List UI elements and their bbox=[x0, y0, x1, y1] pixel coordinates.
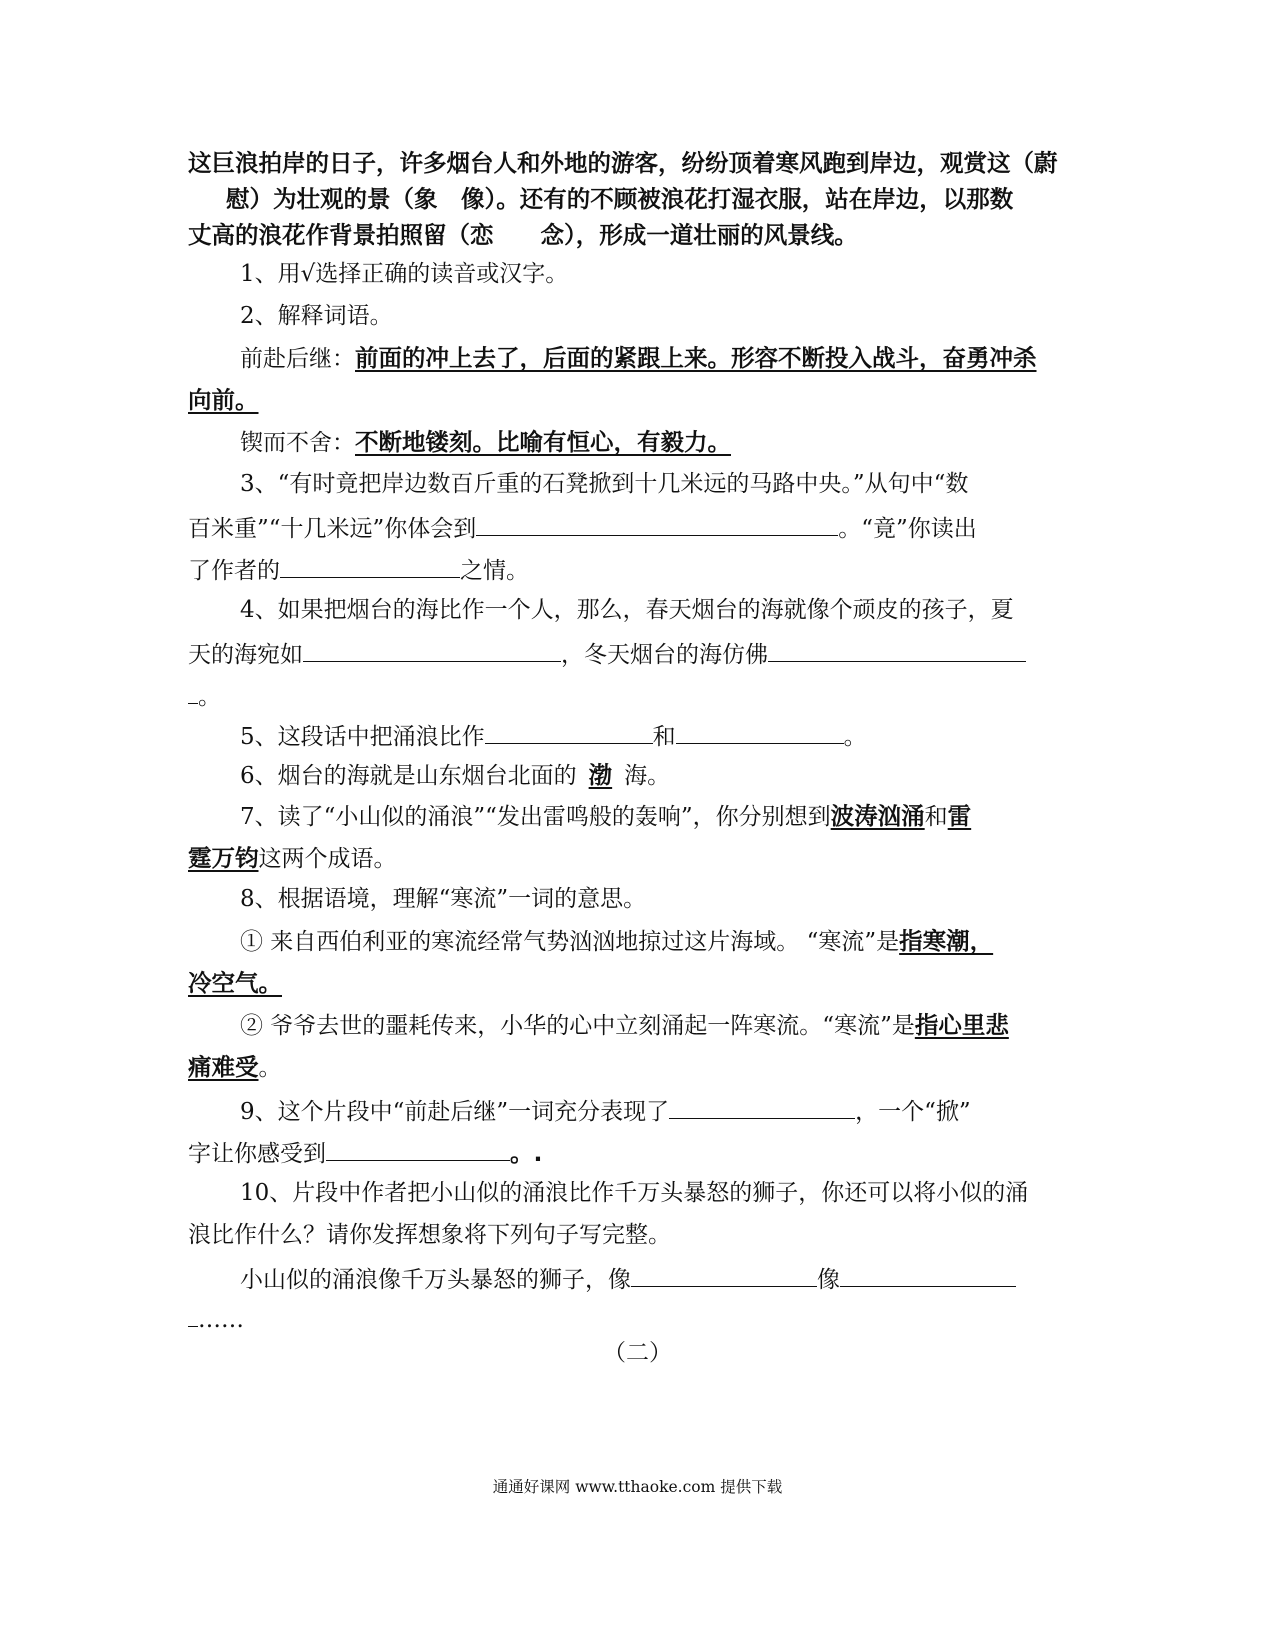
question-4-line-2 bbox=[188, 637, 1088, 670]
q6-answer: 渤 bbox=[588, 761, 613, 789]
question-2a bbox=[240, 343, 1140, 374]
question-4-line-1: 4、如果把烟台的海比作一个人，那么，春天烟台的海就像个顽皮的孩子，夏 bbox=[240, 597, 1014, 623]
question-2a-cont bbox=[188, 385, 1088, 416]
q4-text-a: 天的海宛如 bbox=[188, 642, 303, 668]
q4-blank-2[interactable] bbox=[768, 637, 1026, 662]
question-5 bbox=[240, 719, 1140, 752]
question-4-line-3 bbox=[188, 679, 1088, 712]
q7-text-a: 7、读了“小山似的涌浪”“发出雷鸣般的轰响”，你分别想到 bbox=[240, 804, 831, 830]
q9-text-b: ，一个“掀” bbox=[855, 1099, 971, 1125]
q8b-answer-1: 指心里悲 bbox=[914, 1011, 1009, 1039]
question-8b bbox=[240, 1010, 1140, 1041]
q10-blank-1[interactable] bbox=[631, 1262, 817, 1287]
passage-line-2: 慰）为壮观的景（象 像）。还有的不顾被浪花打湿衣服，站在岸边，以那数 bbox=[226, 185, 1014, 213]
question-8a bbox=[240, 926, 1140, 957]
q10-text-a: 小山似的涌浪像千万头暴怒的狮子，像 bbox=[240, 1267, 631, 1293]
q3-text-d: 之情。 bbox=[460, 558, 529, 584]
question-2b bbox=[240, 427, 1140, 458]
question-3-line-2 bbox=[188, 511, 1088, 544]
question-7-line-2 bbox=[188, 843, 1088, 874]
q4-text-b: ，冬天烟台的海仿佛 bbox=[561, 642, 768, 668]
question-6 bbox=[240, 760, 1140, 791]
q10-text-b: 像 bbox=[817, 1267, 840, 1293]
q4-blank-2-cont[interactable] bbox=[188, 679, 198, 704]
q10-ellipsis: …… bbox=[198, 1307, 244, 1333]
q7-answer-2b: 霆万钧 bbox=[188, 844, 259, 872]
q6-text-a: 6、烟台的海就是山东烟台北面的 bbox=[240, 763, 577, 789]
q3-blank-2[interactable] bbox=[280, 553, 460, 578]
q2b-label: 锲而不舍： bbox=[240, 430, 355, 456]
q8a-text: ① 来自西伯利亚的寒流经常气势汹汹地掠过这片海域。 “寒流”是 bbox=[240, 929, 900, 955]
q8a-answer-2: 冷空气。 bbox=[188, 969, 282, 997]
question-8a-cont bbox=[188, 968, 1088, 999]
q8b-end: 。 bbox=[258, 1055, 282, 1081]
q9-text-d: 。. bbox=[510, 1139, 543, 1167]
q2a-label: 前赴后继： bbox=[240, 346, 355, 372]
question-10-line-2: 浪比作什么？请你发挥想象将下列句子写完整。 bbox=[188, 1222, 671, 1248]
q3-text-b: 。“竟”你读出 bbox=[838, 516, 977, 542]
q2a-answer-cont: 向前。 bbox=[188, 386, 259, 414]
question-1: 1、用√选择正确的读音或汉字。 bbox=[240, 261, 569, 287]
q8a-answer-1: 指寒潮， bbox=[899, 927, 994, 955]
question-3-line-1: 3、“有时竟把岸边数百斤重的石凳掀到十几米远的马路中央。”从句中“数 bbox=[240, 471, 969, 497]
page-footer: 通通好课网 www.tthaoke.com 提供下载 bbox=[492, 1478, 783, 1496]
passage-line-3: 丈高的浪花作背景拍照留（恋 念），形成一道壮丽的风景线。 bbox=[188, 221, 858, 249]
q9-blank-1[interactable] bbox=[669, 1094, 855, 1119]
question-3-line-3 bbox=[188, 553, 1088, 586]
q5-text-a: 5、这段话中把涌浪比作 bbox=[240, 724, 485, 750]
q7-text-c: 这两个成语。 bbox=[258, 846, 397, 872]
q9-text-c: 字让你感受到 bbox=[188, 1141, 326, 1167]
q4-blank-1[interactable] bbox=[303, 637, 561, 662]
q7-answer-2a: 雷 bbox=[947, 802, 972, 830]
q7-text-b: 和 bbox=[924, 804, 948, 830]
q7-answer-1: 波涛汹涌 bbox=[830, 802, 925, 830]
q3-text-a: 百米重”“十几米远”你体会到 bbox=[188, 516, 477, 542]
question-9-line-2 bbox=[188, 1136, 1088, 1169]
question-10-line-3 bbox=[240, 1262, 1140, 1295]
section-heading: （二） bbox=[603, 1340, 672, 1366]
question-2: 2、解释词语。 bbox=[240, 303, 393, 329]
q5-blank-2[interactable] bbox=[676, 719, 844, 744]
q8b-answer-2: 痛难受 bbox=[188, 1053, 259, 1081]
q2b-answer: 不断地镂刻。比喻有恒心，有毅力。 bbox=[355, 428, 731, 456]
q10-blank-2-cont[interactable] bbox=[188, 1302, 198, 1327]
question-7-line-1 bbox=[240, 801, 1140, 832]
q2a-answer: 前面的冲上去了，后面的紧跟上来。形容不断投入战斗，奋勇冲杀 bbox=[355, 344, 1037, 372]
question-10-line-4 bbox=[188, 1302, 1088, 1335]
question-8: 8、根据语境，理解“寒流”一词的意思。 bbox=[240, 886, 647, 912]
q10-blank-2[interactable] bbox=[840, 1262, 1016, 1287]
passage-line-1: 这巨浪拍岸的日子，许多烟台人和外地的游客，纷纷顶着寒风跑到岸边，观赏这（蔚 bbox=[188, 149, 1058, 177]
q6-text-b: 海。 bbox=[624, 763, 671, 789]
q5-blank-1[interactable] bbox=[485, 719, 653, 744]
question-10-line-1: 10、片段中作者把小山似的涌浪比作千万头暴怒的狮子，你还可以将小似的涌 bbox=[240, 1180, 1029, 1206]
q5-text-b: 和 bbox=[652, 724, 676, 750]
q3-text-c: 了作者的 bbox=[188, 558, 280, 584]
q5-text-c: 。 bbox=[843, 724, 867, 750]
q9-blank-2[interactable] bbox=[326, 1136, 510, 1161]
q8b-text: ② 爷爷去世的噩耗传来，小华的心中立刻涌起一阵寒流。“寒流”是 bbox=[240, 1013, 915, 1039]
q9-text-a: 9、这个片段中“前赴后继”一词充分表现了 bbox=[240, 1099, 670, 1125]
question-8b-cont bbox=[188, 1052, 1088, 1083]
q4-text-c: 。 bbox=[198, 684, 221, 710]
q3-blank-1[interactable] bbox=[476, 511, 838, 536]
question-9-line-1 bbox=[240, 1094, 1140, 1127]
